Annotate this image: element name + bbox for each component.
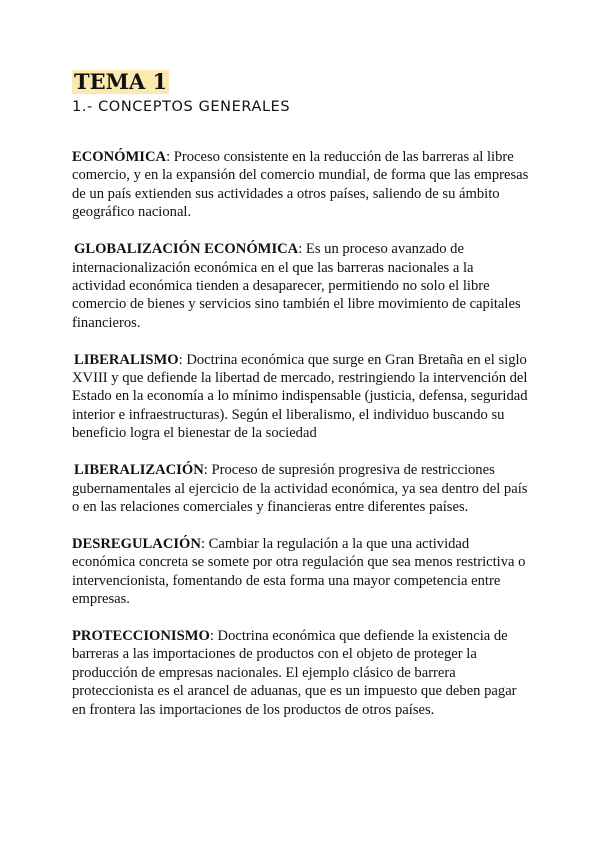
definition-term: LIBERALISMO (74, 351, 179, 368)
definition-liberalismo (72, 351, 530, 443)
definition-term: PROTECCIONISMO (72, 628, 210, 645)
definition-proteccionismo (72, 627, 530, 719)
definition-term: GLOBALIZACIÓN ECONÓMICA (74, 241, 299, 258)
definition-desregulacion (72, 535, 530, 609)
definition-globalizacion (72, 240, 530, 332)
definition-text: : Doctrina económica que defiende la existencia de barreras a las importaciones de productos con el objeto de proteger la producción de empresas nacionales. El ejemplo clásico de barrera proteccionista es el arancel de aduanas, que es un impuesto que deben pagar en frontera las importaciones de los productos de otros países. (72, 628, 517, 718)
definition-term: LIBERALIZACIÓN (74, 462, 204, 479)
definition-text: : Proceso de supresión progresiva de restricciones gubernamentales al ejercicio de la actividad económica, ya sea dentro del país o en las relaciones comerciales y financieras entre diferentes países. (72, 462, 528, 515)
definition-liberalizacion (72, 461, 530, 516)
definition-text: : Es un proceso avanzado de internacionalización económica en el que las barreras nacionales a la actividad económica tienden a desaparecer, permitiendo no solo el libre comercio de bienes y servicios sino también el libre movimiento de capitales financieros. (72, 241, 521, 331)
definition-text: : Doctrina económica que surge en Gran Bretaña en el siglo XVIII y que defiende la libertad de mercado, restringiendo la intervención del Estado en la economía a lo mínimo indispensable (justicia, defensa, seguridad interior e infraestructuras). Según el liberalismo, el individuo buscando su beneficio logra el bienestar de la sociedad (72, 351, 528, 442)
definition-text: : Cambiar la regulación a la que una actividad económica concreta se somete por otra regulación que sea menos restrictiva o intervencionista, fomentando de esta forma una mayor competencia entre empresas. (72, 535, 526, 608)
definition-term: ECONÓMICA (72, 149, 167, 165)
tema-heading: TEMA 1 (74, 69, 168, 94)
section-title: 1.- CONCEPTOS GENERALES (72, 99, 291, 115)
definition-term: DESREGULACIÓN (72, 535, 201, 552)
definition-text: : Proceso consistente en la reducción de las barreras al libre comercio, y en la expansión del comercio mundial, de forma que las empresas de un país extienden sus actividades a otros países, saliendo de su ámbito geográfico nacional. (72, 149, 529, 221)
definition-economica (72, 148, 530, 222)
